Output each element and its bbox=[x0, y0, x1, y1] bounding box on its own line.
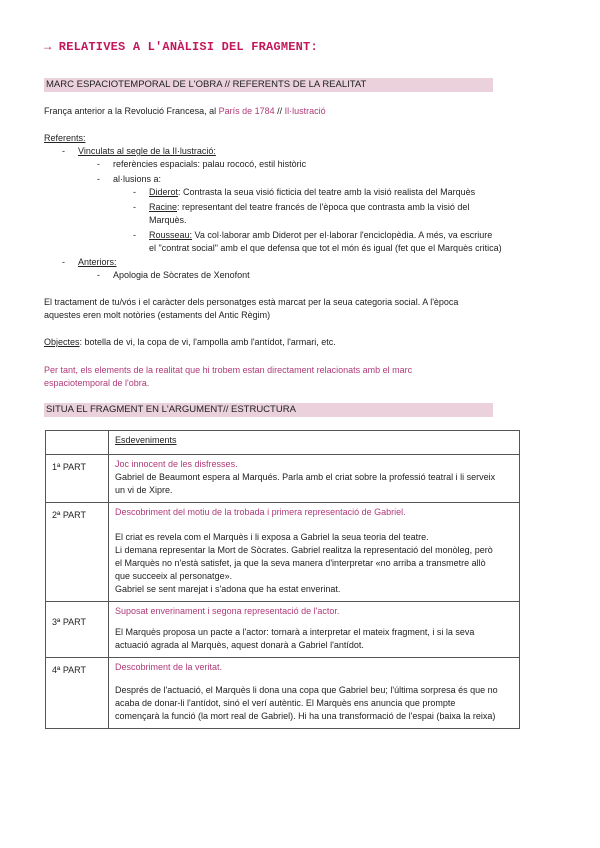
vinculats-line: - Vinculats al segle de la Il·lustració: bbox=[62, 146, 216, 156]
event-line: començarà la funció (la mort real de Gabriel). Hi ha una transformació de l'espai (baixa la reixa) bbox=[115, 711, 496, 721]
objectes-line bbox=[44, 336, 336, 349]
event-line: actuació agrada al Marquès, aquest donarà a Gabriel l'antídot. bbox=[115, 640, 364, 650]
diderot-text: : Contrasta la seua visió ficticia del teatre amb la visió realista del Marquès bbox=[178, 187, 476, 197]
event-title: Descobriment del motiu de la trobada i primera representació de Gabriel. bbox=[115, 507, 406, 517]
objectes-text: : botella de vi, la copa de vi, l'ampolla amb l'antídot, l'armari, etc. bbox=[79, 337, 336, 347]
racine-text-1: : representant del teatre francés de l'època que contrasta amb la visió del bbox=[177, 202, 470, 212]
event-line: El Marquès proposa un pacte a l'actor: tornarà a interpretar el mateix fragment, i si la seva bbox=[115, 627, 475, 637]
part-cell: 4ª PART bbox=[46, 658, 109, 729]
apologia-item: - Apologia de Sòcrates de Xenofont bbox=[97, 270, 250, 280]
alusions-text: al·lusions a: bbox=[113, 174, 162, 184]
table-row bbox=[46, 602, 520, 658]
vinculats-label: Vinculats al segle de la Il·lustració: bbox=[78, 146, 216, 156]
header-empty-cell bbox=[46, 431, 109, 455]
apologia-text: Apologia de Sòcrates de Xenofont bbox=[113, 270, 250, 280]
conclusio-line-1: Per tant, els elements de la realitat que hi trobem estan directament relacionats amb el marc bbox=[44, 365, 413, 375]
event-line: Després de l'actuació, el Marquès li dona una copa que Gabriel beu; l'última sorpresa és que no bbox=[115, 685, 498, 695]
racine-text-2: Marquès. bbox=[149, 215, 187, 225]
tractament-line-2: aquestes eren molt notòries (estaments del Antic Règim) bbox=[44, 310, 271, 320]
intro-separator: // bbox=[274, 106, 285, 116]
event-title: Suposat enverinament i segona representació de l'actor. bbox=[115, 606, 340, 616]
section-heading-marc: MARC ESPACIOTEMPORAL DE L'OBRA // REFERENTS DE LA REALITAT bbox=[44, 78, 493, 92]
intro-illustracio: Il·lustració bbox=[284, 106, 326, 116]
table-row bbox=[46, 455, 520, 503]
page-title: → RELATIVES A L'ANÀLISI DEL FRAGMENT: bbox=[44, 40, 318, 54]
part-cell: 2ª PART bbox=[46, 503, 109, 602]
event-line: Gabriel de Beaumont espera al Marqués. Parla amb el criat sobre la professió teatral i li serveix bbox=[115, 472, 496, 482]
event-cell bbox=[109, 658, 520, 729]
rousseau-text-2: el "contrat social" amb el que defensa que tot el món és igual (fet que el Marquès critica) bbox=[149, 243, 502, 253]
event-line: El criat es revela com el Marquès i li exposa a Gabriel la seua teoria del teatre. bbox=[115, 532, 429, 542]
event-title: Joc innocent de les disfresses. bbox=[115, 459, 238, 469]
table-row bbox=[46, 658, 520, 729]
event-line: Gabriel se sent marejat i s'adona que ha estat enverinat. bbox=[115, 584, 341, 594]
racine-item: - Racine: representant del teatre francés de l'època que contrasta amb la visió del bbox=[133, 202, 470, 212]
event-line: acaba de donar-li l'antídot, sinó el verí autèntic. El Marquès ens anuncia que prompte bbox=[115, 698, 456, 708]
rousseau-name: Rousseau: bbox=[149, 230, 193, 240]
event-line: que succeeix al personatge». bbox=[115, 571, 233, 581]
intro-line bbox=[44, 105, 326, 118]
event-line: un vi de Xipre. bbox=[115, 485, 173, 495]
part-cell: 1ª PART bbox=[46, 455, 109, 503]
intro-paris: París de 1784 bbox=[218, 106, 275, 116]
alusions-item: - al·lusions a: bbox=[97, 174, 162, 184]
rousseau-text-1: Va col·laborar amb Diderot per el·laborar l'enciclopèdia. A més, va escriure bbox=[192, 230, 493, 240]
anteriors-label: Anteriors: bbox=[78, 257, 117, 267]
rousseau-item: - Rousseau: Va col·laborar amb Diderot per el·laborar l'enciclopèdia. A més, va escriure bbox=[133, 230, 493, 240]
section-heading-estructura: SITUA EL FRAGMENT EN L'ARGUMENT// ESTRUCTURA bbox=[44, 403, 493, 417]
diderot-name: Diderot bbox=[149, 187, 179, 197]
table-header-row bbox=[46, 431, 520, 455]
event-cell bbox=[109, 503, 520, 602]
events-table bbox=[45, 430, 520, 729]
event-title: Descobriment de la veritat. bbox=[115, 662, 223, 672]
table-row bbox=[46, 503, 520, 602]
event-cell bbox=[109, 602, 520, 658]
intro-prefix: França anterior a la Revolució Francesa, al bbox=[44, 106, 219, 116]
objectes-label: Objectes bbox=[44, 337, 80, 347]
racine-name: Racine bbox=[149, 202, 178, 212]
espacials-text: referències espacials: palau rococó, estil històric bbox=[113, 159, 307, 169]
anteriors-line: - Anteriors: bbox=[62, 257, 117, 267]
event-line: Li demana representar la Mort de Sòcrates. Gabriel realitza la representació del monòleg, però bbox=[115, 545, 493, 555]
part-cell: 3ª PART bbox=[46, 602, 109, 658]
header-cell bbox=[109, 431, 520, 455]
event-cell bbox=[109, 455, 520, 503]
diderot-item: - Diderot: Contrasta la seua visió ficticia del teatre amb la visió realista del Marquès bbox=[133, 187, 476, 197]
referents-label: Referents: bbox=[44, 133, 86, 143]
conclusio-line-2: espaciotemporal de l'obra. bbox=[44, 378, 150, 388]
col-header-esdeveniments: Esdeveniments bbox=[115, 435, 177, 445]
espacials-item: - referències espacials: palau rococó, estil històric bbox=[97, 159, 307, 169]
tractament-line-1: El tractament de tu/vós i el caràcter dels personatges està marcat per la seua categoria social. A l'època bbox=[44, 297, 459, 307]
event-line: el Marquès no n'està satisfet, ja que la seva manera d'interpretar «no arriba a transmetre allò bbox=[115, 558, 486, 568]
